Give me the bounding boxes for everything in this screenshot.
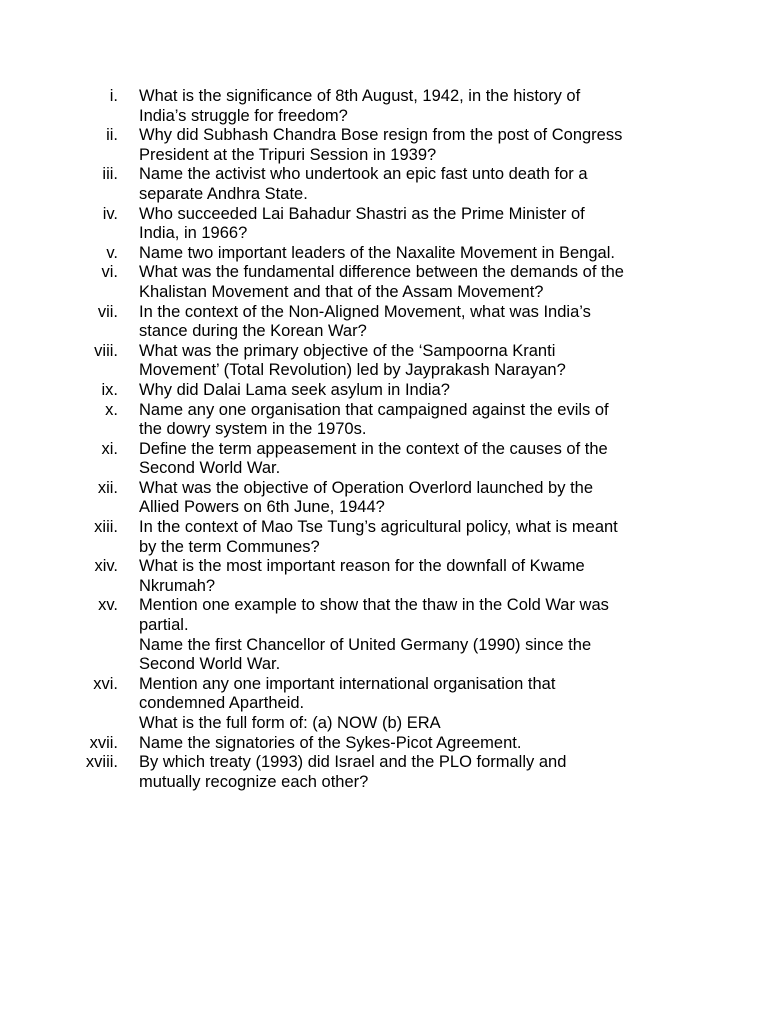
question-item xyxy=(0,381,768,401)
question-text: Name two important leaders of the Naxalite Movement in Bengal. xyxy=(139,243,615,262)
question-numeral: iv. xyxy=(102,204,118,223)
question-numeral: xvi. xyxy=(93,674,118,693)
question-numeral: v. xyxy=(106,243,118,262)
question-numeral: xvii. xyxy=(89,733,118,752)
question-numeral: xiv. xyxy=(94,557,118,576)
question-item xyxy=(0,734,768,754)
question-text: Mention one example to show that the thaw in the Cold War was partial. Name the first Chancellor of United Germany (1990) since the Second World War. xyxy=(139,596,609,674)
question-item xyxy=(0,303,768,342)
question-item xyxy=(0,205,768,244)
question-numeral: iii. xyxy=(102,165,118,184)
question-text: Name the activist who undertook an epic fast unto death for a separate Andhra State. xyxy=(139,165,588,203)
question-item xyxy=(0,440,768,479)
question-numeral: xi. xyxy=(101,439,118,458)
question-item xyxy=(0,596,768,674)
question-text: What was the primary objective of the ‘Sampoorna Kranti Movement’ (Total Revolution) led by Jayprakash Narayan? xyxy=(139,341,566,380)
question-text: Define the term appeasement in the context of the causes of the Second World War. xyxy=(139,439,608,478)
question-text: Why did Dalai Lama seek asylum in India? xyxy=(139,380,450,399)
question-text: Mention any one important international organisation that condemned Apartheid. What is the full form of: (a) NOW (b) ERA xyxy=(139,674,556,732)
question-numeral: xiii. xyxy=(94,518,118,537)
question-text: In the context of Mao Tse Tung’s agricultural policy, what is meant by the term Communes? xyxy=(139,518,618,556)
question-numeral: ii. xyxy=(106,126,118,145)
question-text: By which treaty (1993) did Israel and the PLO formally and mutually recognize each other? xyxy=(139,753,567,791)
question-item xyxy=(0,479,768,518)
question-text: Why did Subhash Chandra Bose resign from the post of Congress President at the Tripuri Session in 1939? xyxy=(139,126,623,164)
question-item xyxy=(0,263,768,302)
question-numeral: xii. xyxy=(97,478,118,497)
question-numeral: vi. xyxy=(101,263,118,282)
question-text: Who succeeded Lai Bahadur Shastri as the Prime Minister of India, in 1966? xyxy=(139,204,585,243)
question-numeral: xviii. xyxy=(85,753,118,772)
question-item xyxy=(0,401,768,440)
question-text: What was the fundamental difference between the demands of the Khalistan Movement and that of the Assam Movement? xyxy=(139,263,624,301)
question-item xyxy=(0,753,768,792)
question-item xyxy=(0,675,768,734)
question-numeral: xv. xyxy=(98,596,118,615)
question-numeral: i. xyxy=(109,87,118,105)
question-text: What is the most important reason for the downfall of Kwame Nkrumah? xyxy=(139,557,585,595)
question-list xyxy=(0,87,768,792)
question-text: Name the signatories of the Sykes-Picot Agreement. xyxy=(139,733,522,752)
question-numeral: vii. xyxy=(97,302,118,321)
question-numeral: viii. xyxy=(94,341,118,360)
question-text: In the context of the Non-Aligned Movement, what was India’s stance during the Korean War? xyxy=(139,302,591,341)
question-item xyxy=(0,87,768,126)
question-text: Name any one organisation that campaigned against the evils of the dowry system in the 1970s. xyxy=(139,400,609,439)
question-numeral: x. xyxy=(105,400,118,419)
question-item xyxy=(0,342,768,381)
question-text: What is the significance of 8th August, 1942, in the history of India’s struggle for freedom? xyxy=(139,87,581,125)
question-item xyxy=(0,126,768,165)
question-item xyxy=(0,165,768,204)
question-item xyxy=(0,244,768,264)
question-item xyxy=(0,557,768,596)
question-item xyxy=(0,518,768,557)
question-numeral: ix. xyxy=(101,380,118,399)
question-text: What was the objective of Operation Overlord launched by the Allied Powers on 6th June, 1944? xyxy=(139,478,593,517)
